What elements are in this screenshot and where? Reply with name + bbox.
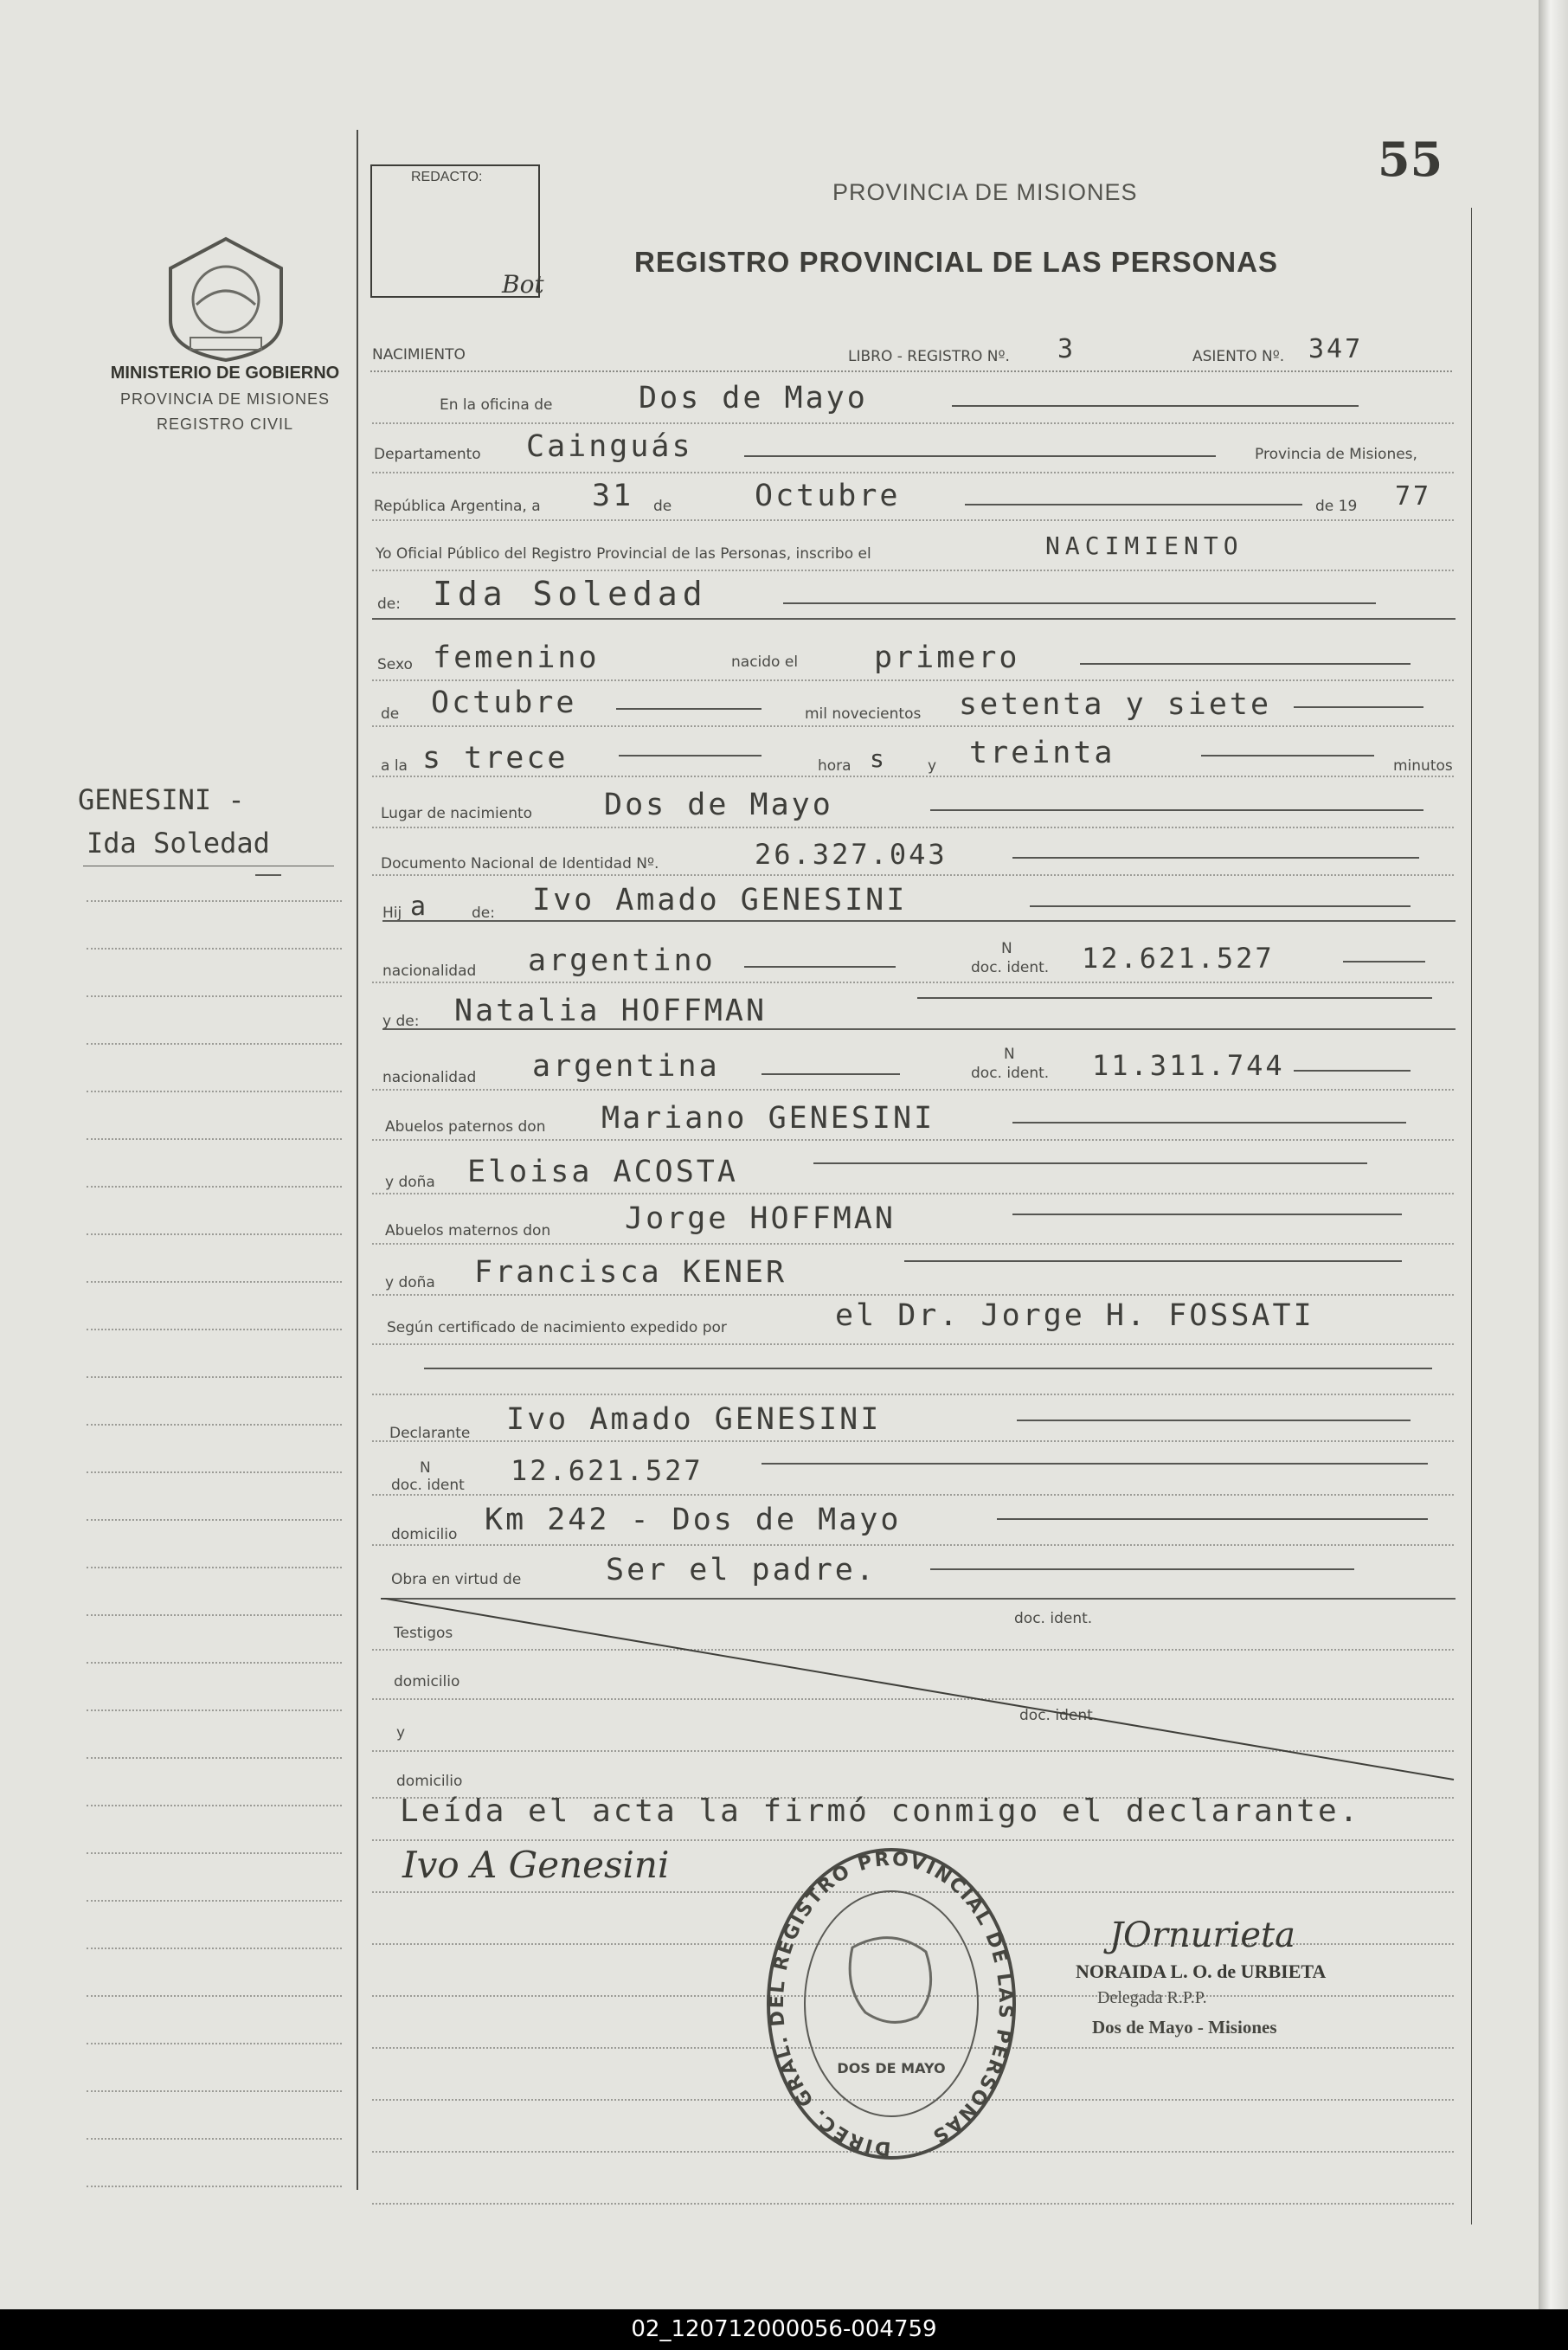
seal-place: DOS DE MAYO (837, 2060, 946, 2076)
hora-blank (619, 755, 762, 757)
y-label: y (928, 757, 937, 775)
nacido-label: nacido el (731, 653, 799, 671)
redacto-box (370, 164, 544, 299)
officer-role: Delegada R.P.P. (1097, 1988, 1207, 2007)
footer-code: 02_120712000056-004759 (0, 2309, 1568, 2350)
de-nombre-label: de: (377, 596, 401, 613)
provincia-label: Provincia de Misiones, (1255, 446, 1417, 463)
anio-value: 77 (1395, 481, 1432, 512)
minutos-blank (1201, 755, 1374, 757)
left-frame-line (357, 130, 358, 2190)
declarante-value: Ivo Amado GENESINI (506, 1402, 882, 1437)
horas-label: hora (818, 757, 851, 775)
decl-doc-blank (762, 1463, 1428, 1465)
declarante-label: Declarante (389, 1425, 471, 1442)
dni-label: Documento Nacional de Identidad Nº. (381, 855, 659, 872)
lugar-value: Dos de Mayo (604, 788, 833, 822)
ministry-block (82, 234, 368, 434)
nac2-blank (762, 1073, 900, 1075)
right-frame-line (1471, 208, 1472, 2224)
dni-blank (1012, 857, 1419, 859)
redacto-mark: Bot (502, 270, 544, 299)
mil-blank (1294, 706, 1423, 708)
doc1-n: N (1001, 940, 1012, 957)
minutos-label: minutos (1393, 757, 1453, 775)
doc1-blank (1343, 961, 1425, 963)
obra-value: Ser el padre. (606, 1553, 877, 1587)
republica-label: República Argentina, a (374, 498, 541, 515)
doc1-label: doc. ident. (971, 959, 1050, 976)
abm-value: Jorge HOFFMAN (625, 1201, 896, 1236)
mil-value: setenta y siete (959, 687, 1272, 722)
doc2-value: 11.311.744 (1092, 1049, 1285, 1082)
oficina-value: Dos de Mayo (639, 381, 868, 415)
madre-blank (917, 997, 1432, 999)
cert-blank-line (424, 1368, 1432, 1369)
nac1-label: nacionalidad (382, 963, 477, 980)
registry-title: REGISTRO PROVINCIAL DE LAS PERSONAS (634, 246, 1278, 278)
libro-value: 3 (1057, 334, 1076, 364)
dia-value: 31 (592, 479, 634, 513)
padre-blank (1030, 905, 1411, 907)
yde-label: y de: (382, 1013, 420, 1030)
oficial-value: NACIMIENTO (1045, 531, 1243, 560)
testigo2-dom-label: domicilio (396, 1773, 463, 1790)
hij-suffix: a (410, 892, 429, 922)
redacto-label: REDACTO: (411, 170, 483, 184)
page-edge-strip (1539, 0, 1568, 2309)
nacido-mes-blank (616, 708, 762, 710)
ministry-name: MINISTERIO DE GOBIERNO (110, 364, 340, 383)
mes-value: Octubre (755, 479, 901, 513)
nacido-blank (1080, 663, 1411, 665)
departamento-label: Departamento (374, 446, 481, 463)
madre-rule (382, 1028, 1456, 1030)
decl-doc-value: 12.621.527 (511, 1454, 704, 1487)
abm-blank (1012, 1214, 1402, 1215)
oficial-label: Yo Oficial Público del Registro Provincial de las Personas, inscribo el (376, 545, 871, 563)
departamento-blank (744, 455, 1216, 457)
domicilio-blank (997, 1518, 1428, 1520)
record-header-rule (370, 370, 1452, 372)
libro-label: LIBRO - REGISTRO Nº. (848, 348, 1010, 365)
page-number: 55 (1378, 132, 1443, 187)
lugar-label: Lugar de nacimiento (381, 805, 533, 822)
lugar-blank (930, 809, 1423, 811)
minutos-value: treinta (969, 736, 1115, 770)
mes-blank (965, 504, 1302, 505)
asiento-value: 347 (1308, 334, 1364, 364)
cert-value: el Dr. Jorge H. FOSSATI (835, 1298, 1314, 1333)
decl-doc-label: doc. ident (391, 1477, 465, 1494)
dni-value: 26.327.043 (755, 838, 948, 871)
madre-value: Natalia HOFFMAN (454, 994, 768, 1028)
doc2-label: doc. ident. (971, 1065, 1050, 1082)
officer-signature: JOrnurieta (1109, 1915, 1295, 1955)
abp-dona-value: Eloisa ACOSTA (467, 1155, 738, 1189)
officer-name: NORAIDA L. O. de URBIETA (1076, 1960, 1327, 1982)
oficina-blank (952, 405, 1359, 407)
abp-label: Abuelos paternos don (385, 1118, 546, 1136)
province-heading: PROVINCIA DE MISIONES (832, 179, 1138, 205)
doc2-blank (1294, 1070, 1411, 1072)
domicilio-label: domicilio (391, 1526, 458, 1543)
departamento-value: Cainguás (526, 429, 693, 464)
sexo-label: Sexo (377, 656, 413, 673)
abp-dona-blank (813, 1162, 1367, 1164)
hij-de-label: de: (472, 905, 495, 922)
obra-label: Obra en virtud de (391, 1571, 522, 1588)
testigo1-doc-label: doc. ident. (1014, 1610, 1093, 1627)
oficina-label: En la oficina de (440, 396, 553, 414)
abm-dona-blank (904, 1260, 1402, 1262)
seal-text: DIREC. GRAL. DEL REGISTRO PROVINCIAL DE LAS PERSONAS (766, 1848, 1017, 2160)
nacido-mes-value: Octubre (431, 686, 577, 720)
provincial-crest-icon (151, 234, 300, 364)
margin-note-dash (255, 874, 281, 876)
testigos-label: Testigos (394, 1625, 453, 1642)
padre-value: Ivo Amado GENESINI (532, 883, 908, 917)
ministry-office: REGISTRO CIVIL (156, 415, 294, 433)
domicilio-value: Km 242 - Dos de Mayo (485, 1503, 902, 1537)
nombre-blank (783, 602, 1376, 604)
nombre-rule (372, 618, 1456, 620)
nac1-blank (744, 966, 896, 968)
anio-label: de 19 (1315, 498, 1358, 515)
asiento-label: ASIENTO Nº. (1192, 348, 1285, 365)
doc2-n: N (1004, 1046, 1015, 1063)
margin-note-surname: GENESINI - (78, 783, 245, 816)
horas-s: s (870, 744, 887, 773)
officer-place: Dos de Mayo - Misiones (1092, 2017, 1277, 2038)
testigo1-dom-label: domicilio (394, 1673, 460, 1690)
testigos-strike-line (381, 1598, 1462, 1788)
ydona1-label: y doña (385, 1174, 435, 1191)
doc1-value: 12.621.527 (1082, 942, 1275, 975)
nac1-value: argentino (528, 943, 716, 978)
ydona2-label: y doña (385, 1274, 435, 1291)
reading-note: Leída el acta la firmó conmigo el declarante. (400, 1793, 1361, 1829)
hij-label: Hij (382, 905, 402, 922)
decl-doc-n: N (420, 1459, 431, 1477)
nac2-value: argentina (532, 1049, 720, 1084)
margin-note-given-names: Ida Soledad (87, 827, 270, 860)
ministry-province: PROVINCIA DE MISIONES (119, 390, 331, 408)
abm-dona-value: Francisca KENER (474, 1255, 787, 1290)
cert-label: Según certificado de nacimiento expedido por (387, 1319, 727, 1336)
de-label: de (653, 498, 672, 515)
nacido-value: primero (874, 641, 1020, 675)
y2-label: y (396, 1724, 406, 1742)
padre-rule (382, 920, 1456, 922)
sexo-value: femenino (433, 641, 600, 675)
nac2-label: nacionalidad (382, 1069, 477, 1086)
abp-value: Mariano GENESINI (601, 1101, 935, 1136)
abp-blank (1012, 1122, 1406, 1123)
abm-label: Abuelos maternos don (385, 1222, 551, 1239)
ala-label: a la (381, 757, 408, 775)
official-seal (762, 1844, 1021, 2164)
declarante-blank (1017, 1420, 1411, 1421)
nombre-value: Ida Soledad (433, 575, 708, 613)
obra-blank (930, 1568, 1354, 1570)
mil-label: mil novecientos (805, 705, 922, 723)
record-type-label: NACIMIENTO (372, 346, 466, 364)
de-mes-label: de (381, 705, 400, 723)
hora-value: s trece (422, 741, 569, 776)
declarant-signature: Ivo A Genesini (402, 1844, 670, 1886)
testigo2-doc-label: doc. ident. (1019, 1707, 1098, 1724)
